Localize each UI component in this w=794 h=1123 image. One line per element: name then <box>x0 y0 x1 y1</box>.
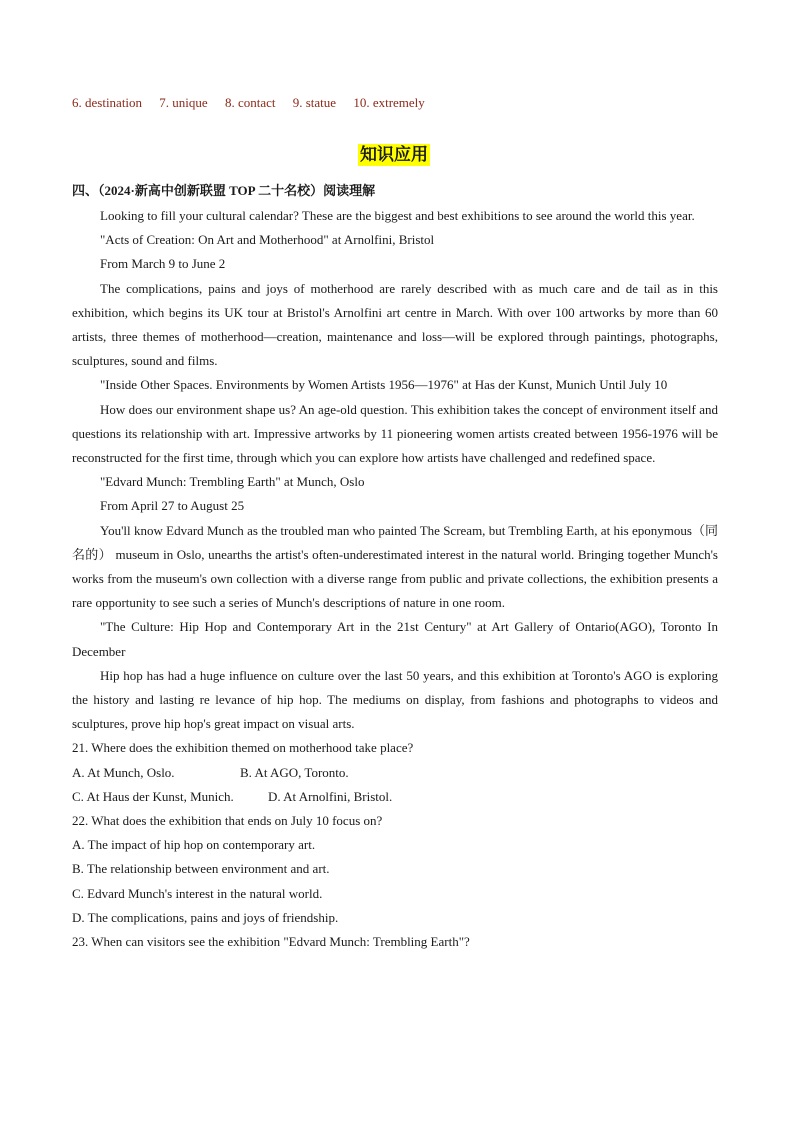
question-23: 23. When can visitors see the exhibition "Edvard Munch: Trembling Earth"? <box>72 934 470 950</box>
intro-paragraph: Looking to fill your cultural calendar? These are the biggest and best exhibitions to see around the world this year. <box>100 208 695 223</box>
question-21-option-d: D. At Arnolfini, Bristol. <box>268 788 393 804</box>
question-22-option-d: D. The complications, pains and joys of friendship. <box>72 909 339 925</box>
reading-passage <box>72 204 718 954</box>
question-21: 21. Where does the exhibition themed on motherhood take place? <box>72 740 414 756</box>
exhibition-1-title: "Acts of Creation: On Art and Motherhood" at Arnolfini, Bristol <box>100 232 435 248</box>
exhibition-3-dates: From April 27 to August 25 <box>100 498 245 514</box>
answer-8: 8. contact <box>224 95 276 110</box>
question-21-option-c: C. At Haus der Kunst, Munich. <box>72 788 234 804</box>
question-22: 22. What does the exhibition that ends on July 10 focus on? <box>72 813 383 829</box>
answer-6: 6. destination <box>72 95 143 110</box>
reading-heading: 四、（2024·新高中创新联盟 TOP 二十名校）阅读理解 <box>72 183 376 198</box>
exhibition-3-description: You'll know Edvard Munch as the troubled man who painted The Scream, but Trembling Earth, at his eponymous（同名的） museum in Oslo, unearths the artist's often-underestimated interest in the natural world. Bringing together Munch's works from the museum's own collection with a diverse range from public and private collections, the exhibition presents a rare opportunity to see such a series of Munch's descriptions of nature in one room. <box>72 522 718 611</box>
question-22-option-a: A. The impact of hip hop on contemporary art. <box>72 837 316 853</box>
question-21-option-a: A. At Munch, Oslo. <box>72 764 175 780</box>
exhibition-3-title: "Edvard Munch: Trembling Earth" at Munch, Oslo <box>100 474 365 490</box>
exhibition-2-description: How does our environment shape us? An age-old question. This exhibition takes the concept of environment itself and questions its relationship with art. Impressive artworks by 11 pioneering women artists created between 1956-1976 will be reconstructed for the first time, through which you can explore how artists have challenged and redefined space. <box>72 401 718 466</box>
answer-9: 9. statue <box>292 95 337 110</box>
answer-7: 7. unique <box>159 95 208 110</box>
question-21-options-ab <box>72 761 718 785</box>
section-title: 知识应用 <box>360 145 428 164</box>
answer-key-line <box>72 95 439 111</box>
question-21-options-cd <box>72 785 718 809</box>
exhibition-2-title: "Inside Other Spaces. Environments by Women Artists 1956—1976" at Has der Kunst, Munich Until July 10 <box>100 377 668 393</box>
answer-10: 10. extremely <box>353 95 425 110</box>
question-22-option-b: B. The relationship between environment and art. <box>72 861 330 877</box>
question-22-option-c: C. Edvard Munch's interest in the natural world. <box>72 885 323 901</box>
exhibition-4-title: "The Culture: Hip Hop and Contemporary Art in the 21st Century" at Art Gallery of Ontario(AGO), Toronto In December <box>72 619 718 659</box>
exhibition-4-description: Hip hop has had a huge influence on culture over the last 50 years, and this exhibition at Toronto's AGO is exploring the history and lasting re levance of hip hop. The mediums on display, from fashions and photographs to videos and sculptures, prove hip hop's great impact on visual arts. <box>72 667 718 732</box>
exhibition-1-dates: From March 9 to June 2 <box>100 256 226 272</box>
exhibition-1-description: The complications, pains and joys of motherhood are rarely described with as much care and de tail as in this exhibition, which begins its UK tour at Bristol's Arnolfini art centre in March. With over 100 artworks by more than 60 artists, three themes of motherhood—creation, maintenance and loss—will be explored through paintings, photographs, sculptures, sound and films. <box>72 280 718 369</box>
question-21-option-b: B. At AGO, Toronto. <box>240 764 349 780</box>
